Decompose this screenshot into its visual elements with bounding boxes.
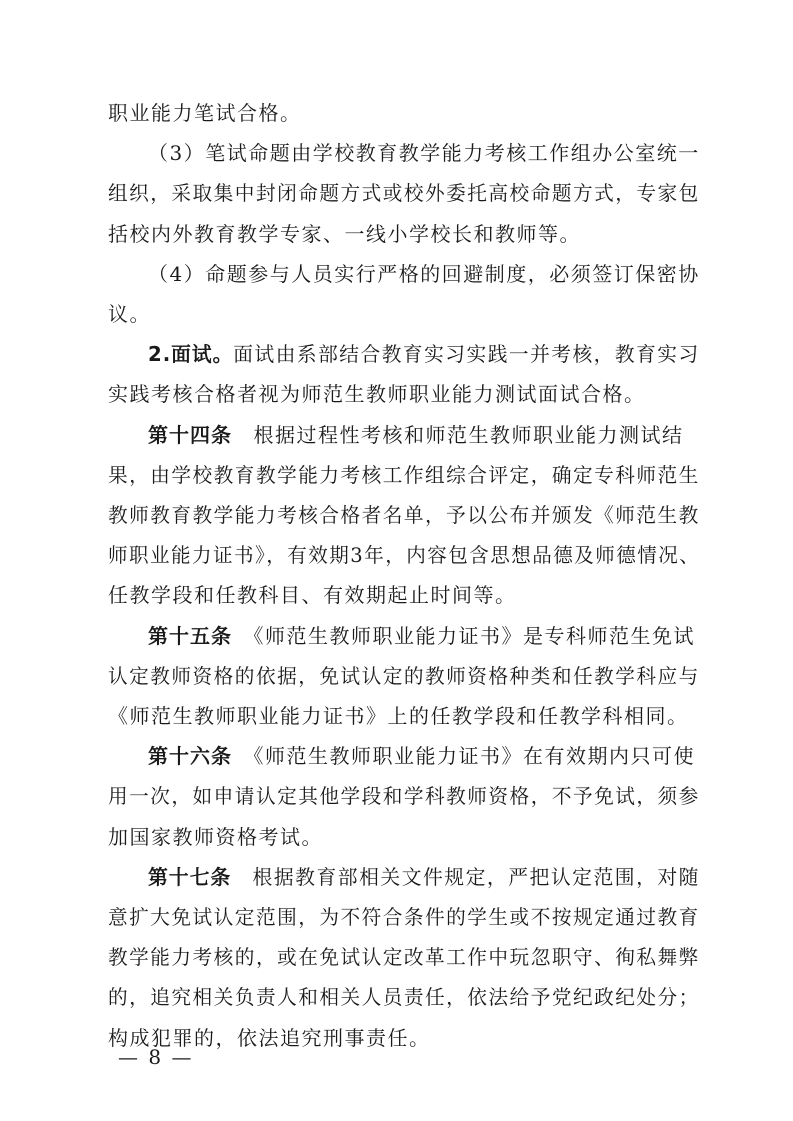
article-15: 第十五条 《师范生教师职业能力证书》是专科师范生免试 <box>148 624 695 648</box>
text-line: 职业能力笔试合格。 <box>108 101 302 125</box>
article-14: 第十四条 根据过程性考核和师范生教师职业能力测试结 <box>148 423 684 447</box>
section-heading: 2.面试。 <box>148 342 234 366</box>
article-heading: 第十四条 <box>148 423 232 447</box>
text-line: 认定教师资格的依据，免试认定的教师资格种类和任教学科应与 <box>108 664 700 688</box>
text-line: 组织，采取集中封闭命题方式或校外委托高校命题方式，专家包 <box>108 181 700 205</box>
text-line: 任教学段和任教科目、有效期起止时间等。 <box>108 583 517 607</box>
text-line: 议。 <box>108 302 151 326</box>
article-17: 第十七条 根据教育部相关文件规定，严把认定范围，对随 <box>148 865 700 889</box>
text-line: 加国家教师资格考试。 <box>108 825 323 849</box>
text-line: 教学能力考核的，或在免试认定改革工作中玩忽职守、徇私舞弊 <box>108 945 700 969</box>
text-line: 实践考核合格者视为师范生教师职业能力测试面试合格。 <box>108 382 646 406</box>
paragraph-interview: 2.面试。面试由系部结合教育实习实践一并考核，教育实习 <box>148 342 700 366</box>
text-line: （3）笔试命题由学校教育教学能力考核工作组办公室统一 <box>148 141 700 165</box>
text-line: 教师教育教学能力考核合格者名单，予以公布并颁发《师范生教 <box>108 503 700 527</box>
article-heading: 第十五条 <box>148 624 232 648</box>
article-16: 第十六条 《师范生教师职业能力证书》在有效期内只可使 <box>148 744 695 768</box>
text-line: 的，追究相关负责人和相关人员责任，依法给予党纪政纪处分； <box>108 985 700 1009</box>
article-heading: 第十七条 <box>148 865 232 889</box>
text-line: 括校内外教育教学专家、一线小学校长和教师等。 <box>108 222 581 246</box>
text-line: 果，由学校教育教学能力考核工作组综合评定，确定专科师范生 <box>108 463 700 487</box>
text-line: （4）命题参与人员实行严格的回避制度，必须签订保密协 <box>148 262 700 286</box>
page-number: — 8 — <box>118 1045 194 1069</box>
text-line: 意扩大免试认定范围，为不符合条件的学生或不按规定通过教育 <box>108 905 700 929</box>
text-line: 用一次，如申请认定其他学段和学科教师资格，不予免试，须参 <box>108 784 700 808</box>
article-heading: 第十六条 <box>148 744 232 768</box>
text-line: 《师范生教师职业能力证书》上的任教学段和任教学科相同。 <box>108 704 689 728</box>
text-line: 构成犯罪的，依法追究刑事责任。 <box>108 1026 431 1050</box>
text-line: 师职业能力证书》，有效期3年，内容包含思想品德及师德情况、 <box>108 543 701 567</box>
